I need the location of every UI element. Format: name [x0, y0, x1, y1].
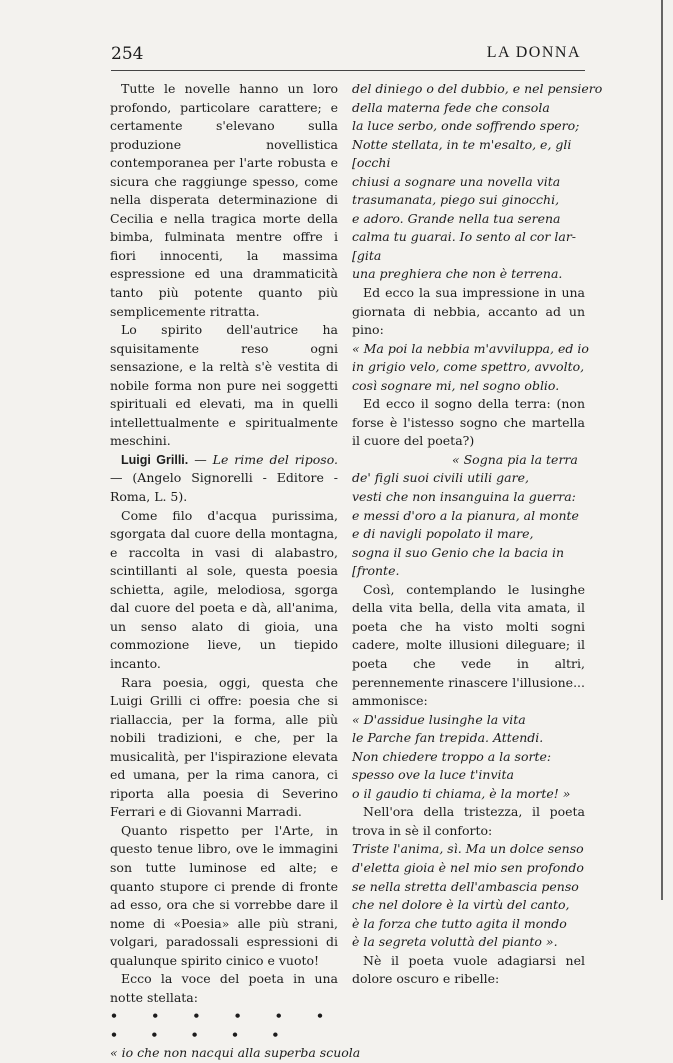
verse-line: Non chiedere troppo a la sorte: [352, 748, 552, 764]
review-heading [110, 451, 338, 507]
paragraph: Come filo d'acqua purissima, sgorgata dal cuore della montagna, e raccolta in vasi di alabastro, scintillanti al sole, questa poesia schietta, agile, melodiosa, sgorga dal cuore del poeta e dà, all'anima, un senso alato di gioia, una commozione lieve, un tiepido incanto. [110, 507, 338, 671]
verse-line: e messi d'oro a la pianura, al monte [352, 507, 579, 523]
verse-continuation: [occhi [352, 155, 391, 171]
verse-line: la luce serbo, onde soffrendo spero; [352, 118, 580, 134]
verse-line: vesti che non insanguina la guerra: [352, 489, 576, 505]
verse-line: o il gaudio ti chiama, è la morte! » [352, 785, 571, 801]
verse-line: calma tu guarai. Io sento al cor lar- [352, 229, 577, 245]
verse-line: d'eletta gioia è nel mio sen profondo [352, 859, 584, 875]
review-publisher: — (Angelo Signorelli - Editore - Roma, L. 5). [110, 470, 338, 505]
left-column [110, 80, 361, 1063]
verse-line: è la forza che tutto agita il mondo [352, 915, 567, 931]
verse-line: che nel dolore è la virtù del canto, [352, 897, 570, 913]
header-rule [111, 70, 585, 71]
verse-line: spesso ove la luce t'invita [352, 767, 514, 783]
verse-line: del diniego o del dubbio, e nel pensiero [352, 81, 603, 96]
page-number: 254 [111, 44, 144, 64]
verse-line: Notte stellata, in te m'esalto, e, gli [352, 136, 572, 152]
verse-line: « Ma poi la nebbia m'avviluppa, ed io [352, 340, 589, 356]
verse-continuation: [fronte. [352, 563, 400, 579]
verse-line: una preghiera che non è terrena. [352, 266, 563, 282]
review-title: Le rime del riposo. [212, 451, 338, 467]
verse-line: « D'assidue lusinghe la vita [352, 711, 526, 727]
ellipsis-dots: • • • • • • • • • • • [110, 1008, 338, 1042]
verse-line: de' figli suoi civili utili gare, [352, 470, 529, 486]
verse-line: « io che non nacqui alla superba scuola [110, 1045, 361, 1061]
verse-line: della materna fede che consola [352, 99, 550, 115]
paragraph: Rara poesia, oggi, questa che Luigi Grilli ci offre: poesia che si riallaccia, per la forma, alle più nobili tradizioni, e che, per la musicalità, per l'ispirazione elevata ed umana, per la rima canora, ci riporta alla poesia di Severino Ferrari e di Giovanni Marradi. [110, 674, 338, 820]
page-header [111, 44, 581, 68]
paragraph: Lo spirito dell'autrice ha squisitamente reso ogni sensazione, e la reltà s'è vestita di nobile forma non pure nei soggetti spirituali ed elevati, ma in quelli intellettualmente e spiritualmente meschini. [110, 322, 338, 449]
paragraph: Nè il poeta vuole adagiarsi nel dolore oscuro e ribelle: [352, 952, 585, 987]
verse-line: trasumanata, piego sui ginocchi, [352, 192, 560, 208]
verse-line: in grigio velo, come spettro, avvolto, [352, 359, 585, 375]
review-dash: — [188, 451, 213, 467]
verse-line: Triste l'anima, sì. Ma un dolce senso [352, 841, 584, 857]
verse-line: e adoro. Grande nella tua serena [352, 210, 561, 226]
right-column [352, 80, 603, 989]
paragraph: Ecco la voce del poeta in una notte stellata: [110, 971, 338, 1005]
verse-line: se nella stretta dell'ambascia penso [352, 878, 579, 894]
running-title: LA DONNA [486, 44, 581, 61]
verse-line: chiusi a sognare una novella vita [352, 173, 561, 189]
verse-line: « Sogna pia la terra [452, 451, 578, 467]
verse-line: sogna il suo Genio che la bacia in [352, 544, 565, 560]
verse-line: e di navigli popolato il mare, [352, 526, 534, 542]
verse-continuation: [gita [352, 247, 382, 263]
paragraph: Tutte le novelle hanno un loro profondo, particolare carattere; e certamente s'elevano sulla produzione novellistica contemporanea per l'arte robusta e sicura che raggiunge spesso, come nella disperata determinazione di Cecilia e nella tragica morte della bimba, fulminata mentre offre i fiori innocenti, la massima espressione ed una drammaticità tanto più potente quanto più semplicemente ritratta. [110, 81, 338, 319]
review-author: Luigi Grilli. [121, 452, 189, 467]
paragraph: Ed ecco il sogno della terra: (non forse è l'istesso sogno che martella il cuore del poeta?) [352, 396, 585, 449]
paragraph: Nell'ora della tristezza, il poeta trova in sè il conforto: [352, 804, 585, 838]
page-edge-line [661, 0, 663, 900]
verse-line: le Parche fan trepida. Attendi. [352, 730, 544, 746]
verse-line: così sognare mi, nel sogno oblio. [352, 377, 560, 393]
paragraph: Quanto rispetto per l'Arte, in questo tenue libro, ove le immagini son tutte luminose ed alte; e quanto stupore ci prende di fronte ad esso, ora che si vorrebbe dare il nome di «Poesia» alle più strani, volgari, paradossali espressioni di qualunque spirito cinico e vuoto! [110, 822, 338, 968]
paragraph: Così, contemplando le lusinghe della vita bella, della vita amata, il poeta che ha visto molti sogni cadere, molte illusioni dileguare; il poeta che vede in altri, perennemente rinascere l'illusione... ammonisce: [352, 581, 585, 709]
paragraph: Ed ecco la sua impressione in una giornata di nebbia, accanto ad un pino: [352, 285, 585, 338]
verse-line: è la segreta voluttà del pianto ». [352, 934, 558, 950]
